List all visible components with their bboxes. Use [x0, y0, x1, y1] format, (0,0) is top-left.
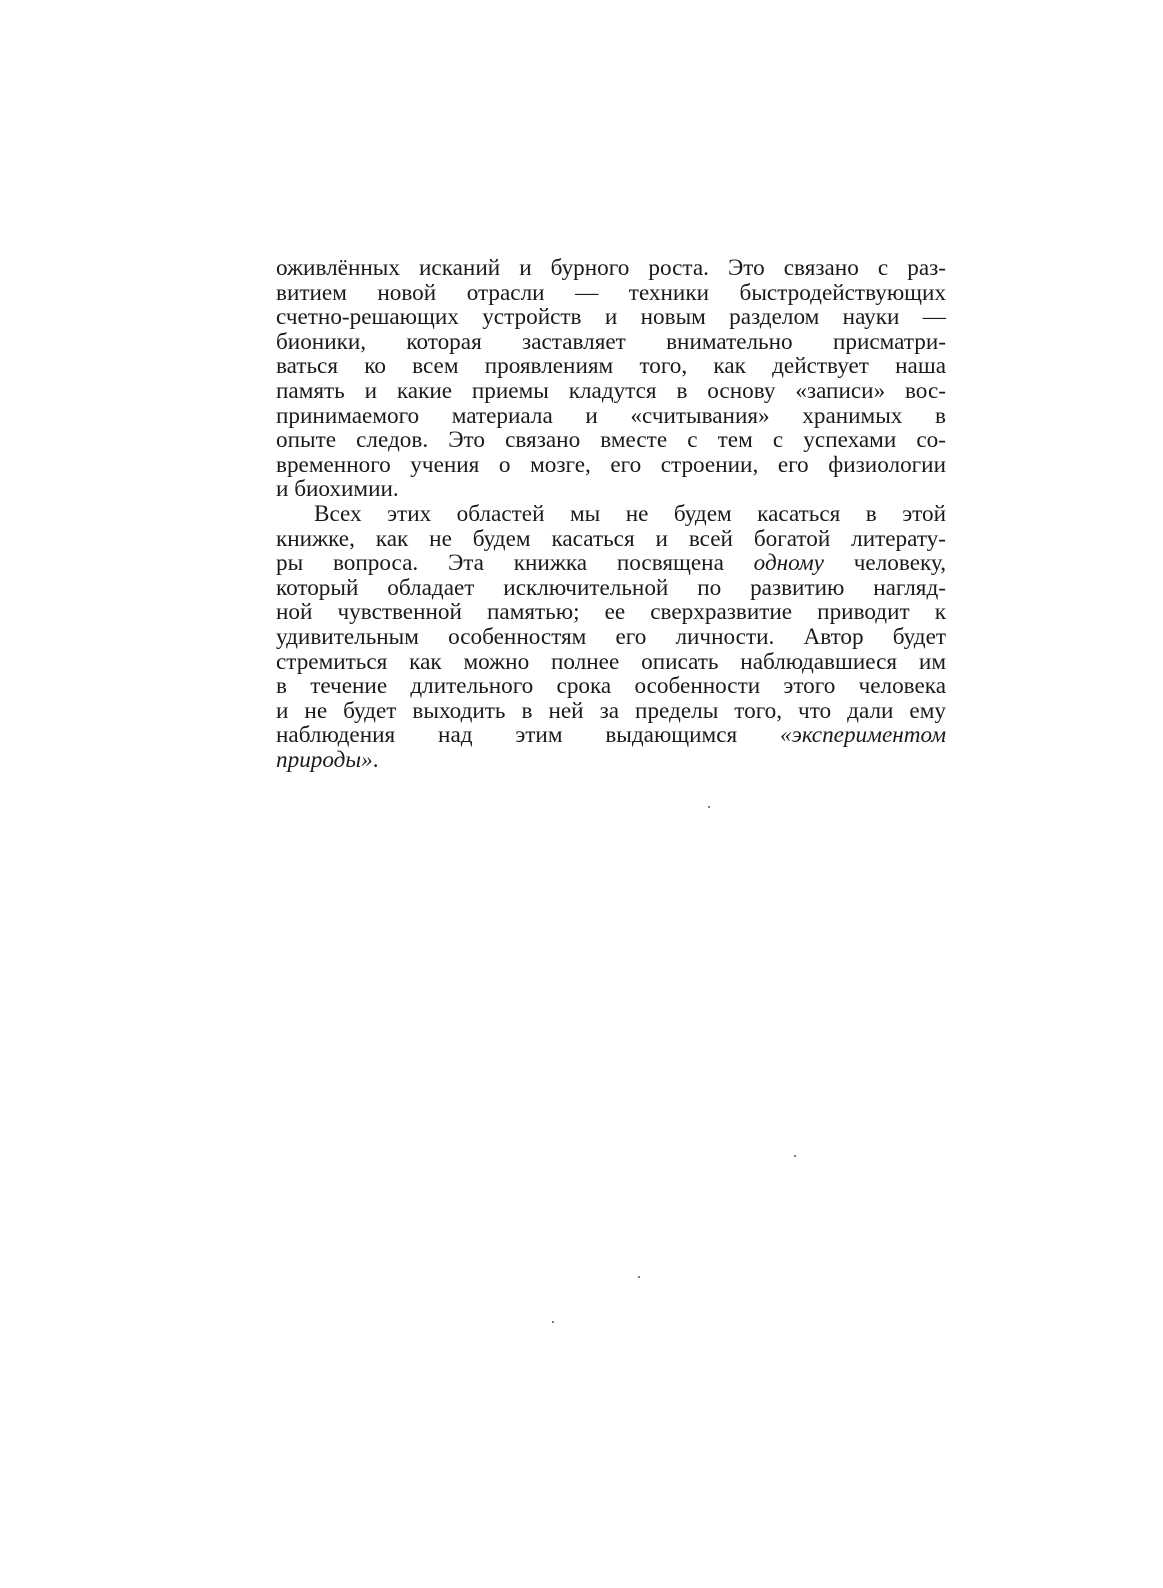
text-line: и не будет выходить в ней за пределы того, что дали ему — [276, 697, 946, 724]
text-line: память и какие приемы кладутся в основу «записи» вос- — [276, 377, 946, 404]
scan-speck — [794, 1155, 796, 1157]
body-text — [276, 256, 946, 772]
text-line — [276, 723, 946, 748]
text-line — [276, 551, 946, 576]
text-line: ваться ко всем проявлениям того, как действует наша — [276, 353, 946, 380]
scan-speck — [638, 1276, 640, 1278]
text-line: бионики, которая заставляет внимательно присматри- — [276, 328, 946, 355]
text-line: ной чувственной памятью; ее сверхразвитие приводит к — [276, 599, 946, 626]
text-line: витием новой отрасли — техники быстродействующих — [276, 279, 946, 306]
scan-speck — [552, 1321, 554, 1323]
text-line: оживлённых исканий и бурного роста. Это связано с раз- — [276, 255, 946, 281]
text-line: удивительным особенностям его личности. Автор будет — [276, 623, 946, 650]
text-line: счетно-решающих устройств и новым разделом науки — — [276, 304, 946, 331]
text-line: опыте следов. Это связано вместе с тем с успехами со- — [276, 427, 946, 454]
text-line: стремиться как можно полнее описать наблюдавшиеся им — [276, 648, 946, 675]
text-line: Всех этих областей мы не будем касаться в этой — [314, 500, 946, 527]
italic-emphasis: природы» — [276, 746, 373, 773]
text-line — [276, 748, 946, 773]
italic-emphasis: «экспериментом — [780, 722, 946, 749]
text-line: в течение длительного срока особенности этого человека — [276, 673, 946, 700]
text-line: временного учения о мозге, его строении, его физиологии — [276, 451, 946, 478]
italic-emphasis: одному — [753, 550, 824, 577]
scan-speck — [708, 806, 710, 808]
text-line: который обладает исключительной по развитию нагляд- — [276, 574, 946, 601]
text-line: книжке, как не будем касаться и всей богатой литерату- — [276, 525, 946, 552]
text-segment: наблюдения над этим выдающимся — [276, 722, 780, 749]
text-segment: ры вопроса. Эта книжка посвящена — [276, 550, 754, 577]
text-segment: человеку, — [823, 550, 946, 577]
text-line: и биохимии. — [276, 476, 399, 503]
text-line: принимаемого материала и «считывания» хранимых в — [276, 402, 946, 429]
text-segment: . — [372, 746, 379, 773]
